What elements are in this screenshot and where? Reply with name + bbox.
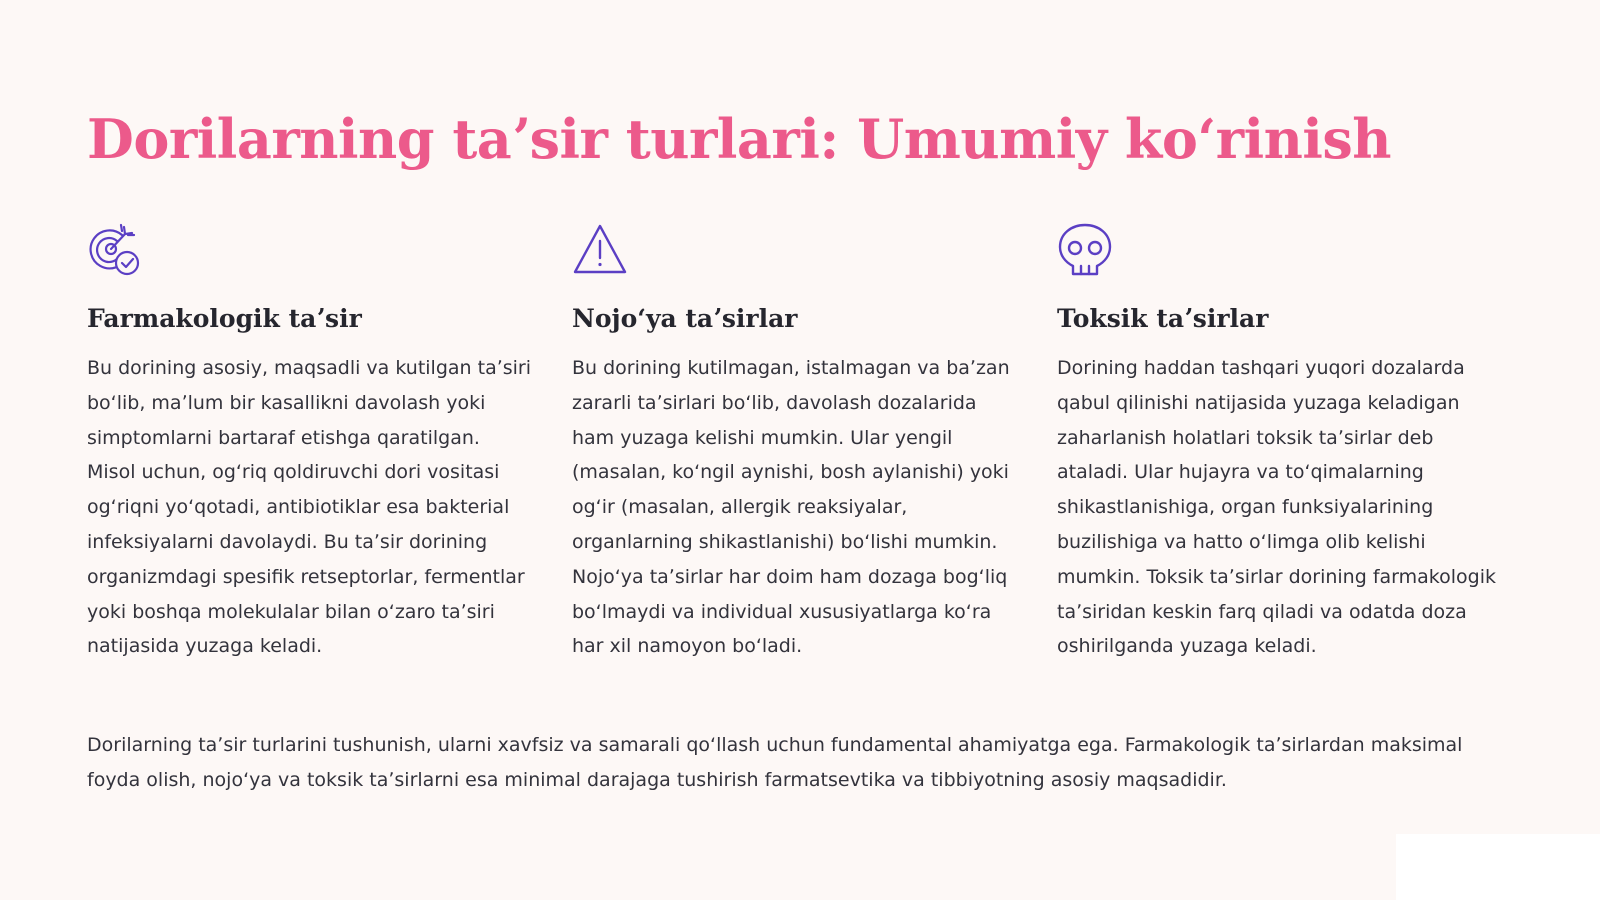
column-body: Bu dorining kutilmagan, istalmagan va baʼzan zararli taʼsirlari boʻlib, davolash dozalarida ham yuzaga kelishi mumkin. Ular yengil (masalan, koʻngil aynishi, bosh aylanishi) yoki ogʻir (masalan, allergik reaksiyalar, organlarning shikastlanishi) boʻlishi mumkin. Nojoʻya taʼsirlar har doim ham dozaga bogʻliq boʻlmaydi va individual xususiyatlarga koʻra har xil namoyon boʻladi. (572, 357, 1010, 658)
corner-panel (1396, 834, 1600, 900)
column-toxic (1057, 222, 1502, 664)
column-body: Dorining haddan tashqari yuqori dozalarda qabul qilinishi natijasida yuzaga keladigan zaharlanish holatlari toksik taʼsirlar deb ataladi. Ular hujayra va toʻqimalarning shikastlanishiga, organ funksiyalarining buzilishiga va hatto oʻlimga olib kelishi mumkin. Toksik taʼsirlar dorining farmakologik taʼsiridan keskin farq qiladi va odatda doza oshirilganda yuzaga keladi. (1057, 357, 1496, 658)
summary-paragraph: Dorilarning taʼsir turlarini tushunish, ularni xavfsiz va samarali qoʻllash uchun fundamental ahamiyatga ega. Farmakologik taʼsirlardan maksimal foyda olish, nojoʻya va toksik taʼsirlarni esa minimal darajaga tushirish farmatsevtika va tibbiyotning asosiy maqsadidir. (87, 734, 1463, 791)
warning-triangle-icon (572, 222, 628, 278)
skull-icon (1057, 222, 1113, 278)
slide-title: Dorilarning taʼsir turlari: Umumiy koʻrinish (87, 107, 1392, 171)
effect-columns (87, 222, 1527, 702)
column-heading: Nojoʻya taʼsirlar (572, 304, 798, 333)
column-body: Bu dorining asosiy, maqsadli va kutilgan taʼsiri boʻlib, maʼlum bir kasallikni davolash yoki simptomlarni bartaraf etishga qaratilgan. Misol uchun, ogʻriq qoldiruvchi dori vositasi ogʻriqni yoʻqotadi, antibiotiklar esa bakterial infeksiyalarni davolaydi. Bu taʼsir dorining organizmdagi spesifik retseptorlar, fermentlar yoki boshqa molekulalar bilan oʻzaro taʼsiri natijasida yuzaga keladi. (87, 357, 532, 658)
target-check-icon (87, 222, 143, 278)
column-heading: Toksik taʼsirlar (1057, 304, 1269, 333)
column-heading: Farmakologik taʼsir (87, 304, 362, 333)
column-side-effects (572, 222, 1017, 664)
column-pharmacological (87, 222, 532, 664)
slide (87, 0, 1527, 900)
